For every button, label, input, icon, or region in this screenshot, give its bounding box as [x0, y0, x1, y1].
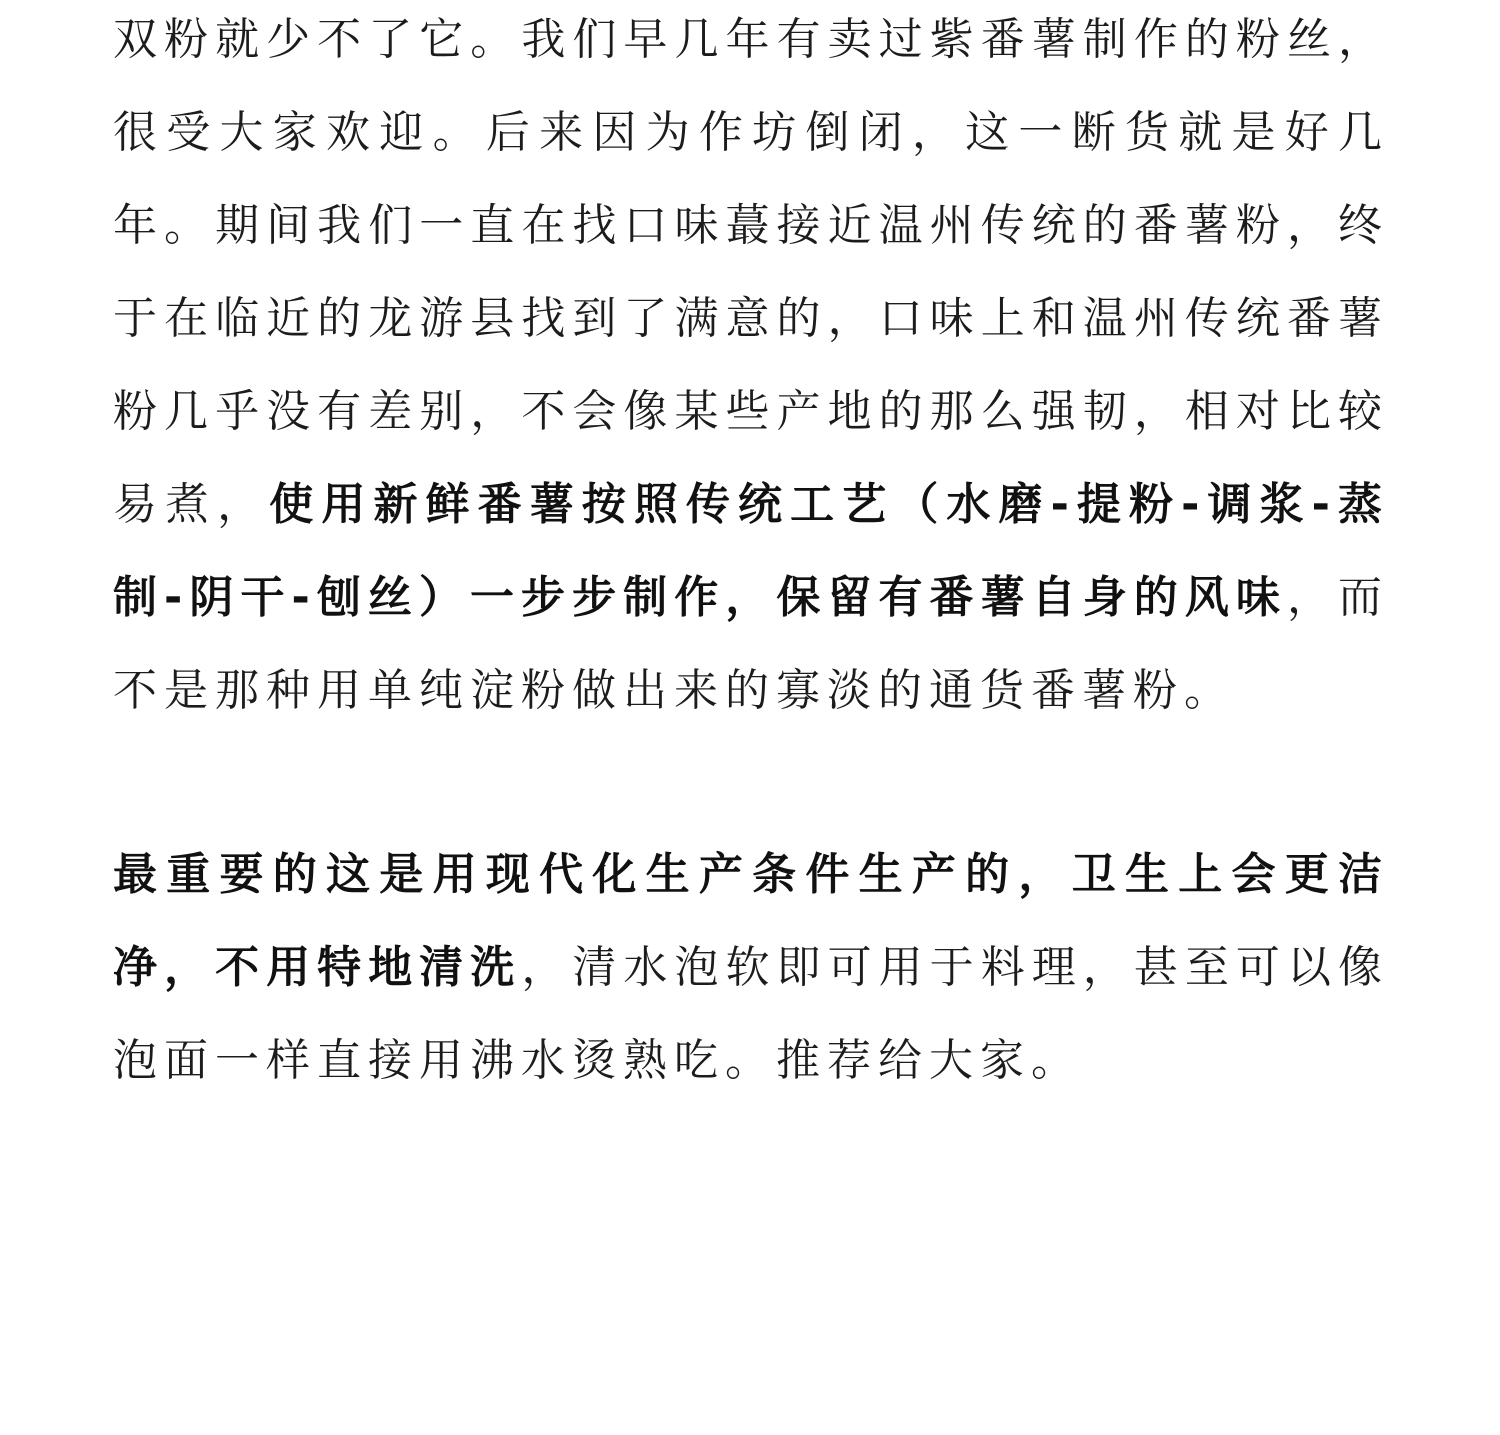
text-segment: ，清水泡软即可用于料理，甚至可以像泡面一样直接用沸水烫熟吃。推荐给大家。 [113, 942, 1390, 1086]
bold-text-segment: 最重要的这是用现代化生产条件生产的，卫生上会更洁净，不用特地清洗 [113, 849, 1389, 993]
article-body [113, 0, 1389, 1107]
text-segment: ，而不是那种用单纯淀粉做出来的寡淡的通货番薯粉。 [113, 572, 1389, 716]
text-segment: 双粉就少不了它。我们早几年有卖过紫番薯制作的粉丝，很受大家欢迎。后来因为作坊倒闭，这一断货就是好几年。期间我们一直在找口味蕞接近温州传统的番薯粉，终于在临近的龙游县找到了满意的，口味上和温州传统番薯粉几乎没有差别，不会像某些产地的那么强韧，相对比较易煮， [113, 14, 1389, 530]
bold-text-segment: 使用新鲜番薯按照传统工艺（水磨-提粉-调浆-蒸制-阴干-刨丝）一步步制作，保留有番薯自身的风味 [113, 479, 1389, 623]
paragraph-product-description [113, 0, 1389, 737]
paragraph-hygiene-note [113, 828, 1389, 1107]
